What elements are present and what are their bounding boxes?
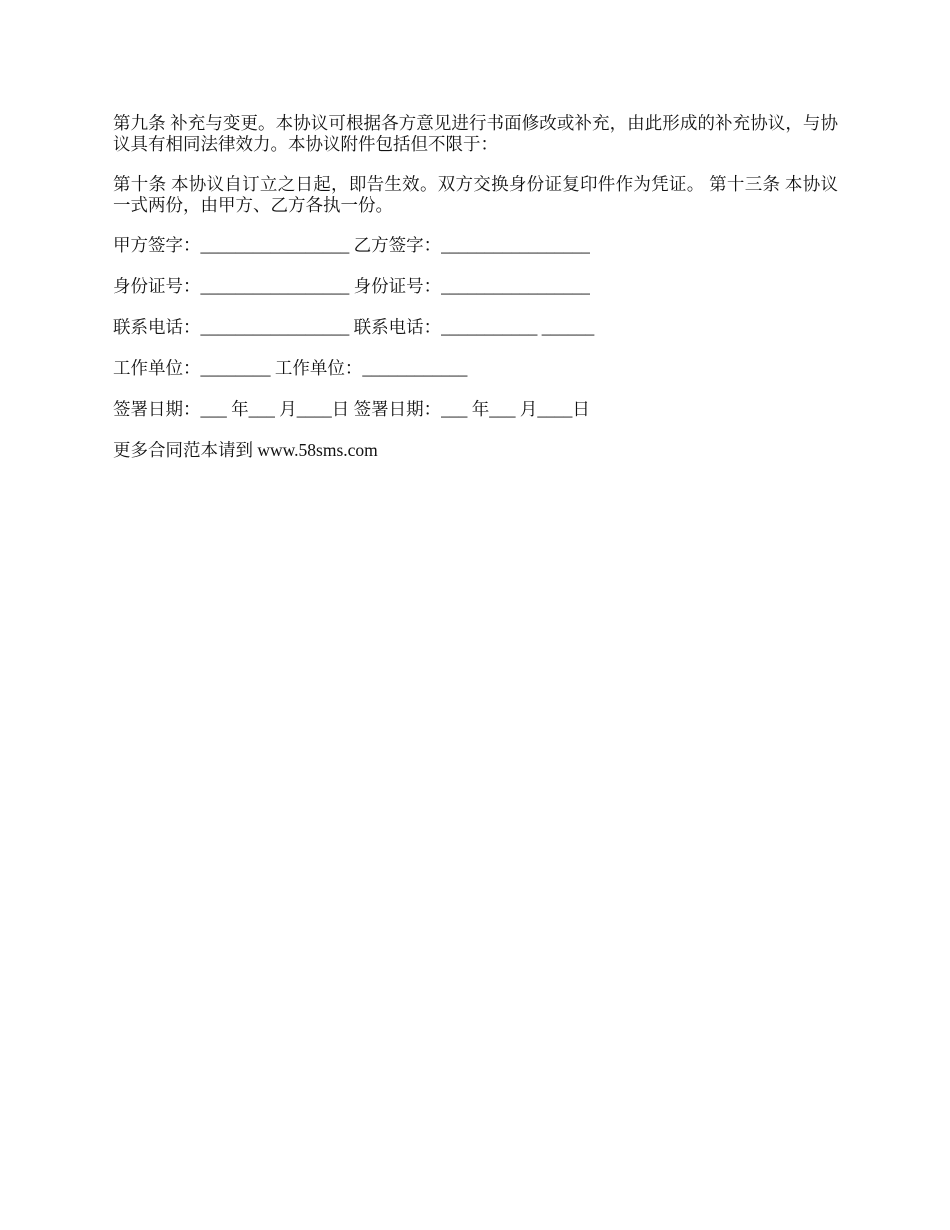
article-9-paragraph: 第九条 补充与变更。本协议可根据各方意见进行书面修改或补充，由此形成的补充协议，与协议具有相同法律效力。本协议附件包括但不限于： xyxy=(113,113,838,154)
work-unit-line: 工作单位：________ 工作单位：____________ xyxy=(113,358,468,378)
article-10-paragraph: 第十条 本协议自订立之日起，即告生效。双方交换身份证复印件作为凭证。 第十三条 本协议一式两份，由甲方、乙方各执一份。 xyxy=(113,174,838,215)
footer-link-text: 更多合同范本请到 www.58sms.com xyxy=(113,440,378,460)
id-number-line: 身份证号：_________________ 身份证号：_________________ xyxy=(113,276,590,296)
sign-date-line: 签署日期：___ 年___ 月____日 签署日期：___ 年___ 月____日 xyxy=(113,399,590,419)
signature-line: 甲方签字：_________________ 乙方签字：_________________ xyxy=(113,235,590,255)
phone-line: 联系电话：_________________ 联系电话：___________ ______ xyxy=(113,317,595,337)
document-body xyxy=(113,113,838,461)
